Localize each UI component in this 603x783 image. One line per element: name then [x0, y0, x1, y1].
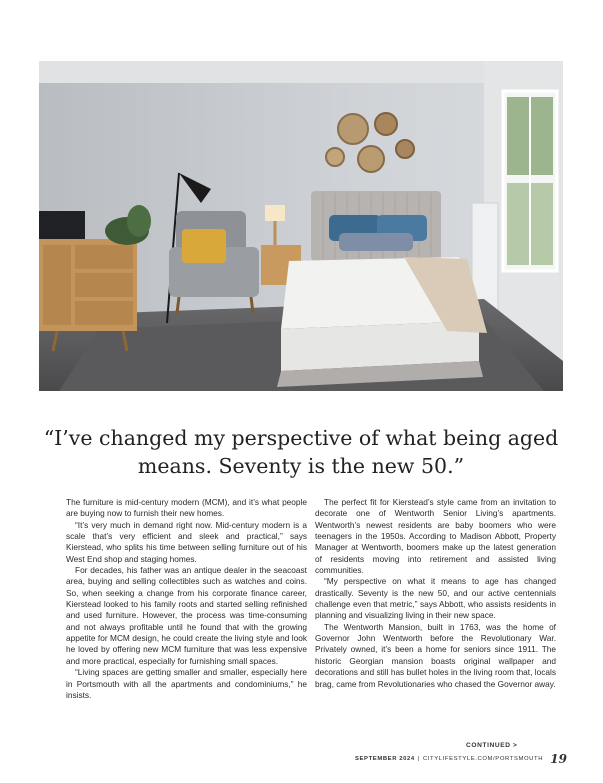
pull-quote-line-2: means. Seventy is the new 50.”: [137, 454, 465, 478]
paragraph: “It’s very much in demand right now. Mid-century modern is a scale that’s very efficient and sleek and practical,” says Kierstead, who splits his time between selling furniture out of his West End shop and staging homes.: [66, 519, 307, 564]
article-column-right: [315, 497, 556, 690]
issue-date: SEPTEMBER 2024: [355, 756, 415, 762]
paragraph: The perfect fit for Kierstead’s style came from an invitation to decorate one of Wentworth Senior Living’s apartments. Wentworth’s newest residents are baby boomers who were teenagers in the 1950s. According to Madison Abbott, Property Manager at Wentworth, boomers make up the latest generation of residents moving into retirement and assisted living communities.: [315, 497, 556, 576]
paragraph: “My perspective on what it means to age has changed drastically. Seventy is the new 50, and our active centennials challenge even that metric,” says Abbott, who assists residents in planning and visualizing living in their new space.: [315, 576, 556, 621]
bedroom-photo: [39, 61, 563, 391]
paragraph: For decades, his father was an antique dealer in the seacoast area, buying and selling collectibles such as watches and coins. So, when seeking a change from his corporate finance career, Kierstead looked to his family roots and started selling refinished and used furniture. However, the process was time-consuming and not always profitable until he found that with the growing appetite for MCM design, he could create the living style and look he loved by offering new MCM furniture that was less expensive and more practical, especially for furnishing small spaces.: [66, 565, 307, 666]
paragraph: The furniture is mid-century modern (MCM), and it’s what people are buying now to furnish their new homes.: [66, 497, 307, 519]
pull-quote: [39, 424, 563, 480]
paragraph: The Wentworth Mansion, built in 1763, was the home of Governor John Wentworth before the Revolutionary War. Privately owned, it’s been a home for seniors since 1911. The historic Georgian mansion boasts original wallpaper and decorations and still has bullet holes in the living room that, locals brag, came from Revolutionaries who chased the Governor away.: [315, 621, 556, 689]
paragraph: “Living spaces are getting smaller and smaller, especially here in Portsmouth with all the apartments and condominiums,” he insists.: [66, 667, 307, 700]
website-url: CITYLIFESTYLE.COM/PORTSMOUTH: [422, 756, 544, 762]
article-column-left: [66, 497, 307, 701]
page-footer: [355, 752, 567, 766]
footer-separator: |: [417, 756, 420, 762]
pull-quote-line-1: “I’ve changed my perspective of what being aged: [43, 426, 559, 450]
continued-link[interactable]: CONTINUED >: [466, 742, 518, 749]
page-number: 19: [550, 752, 567, 766]
